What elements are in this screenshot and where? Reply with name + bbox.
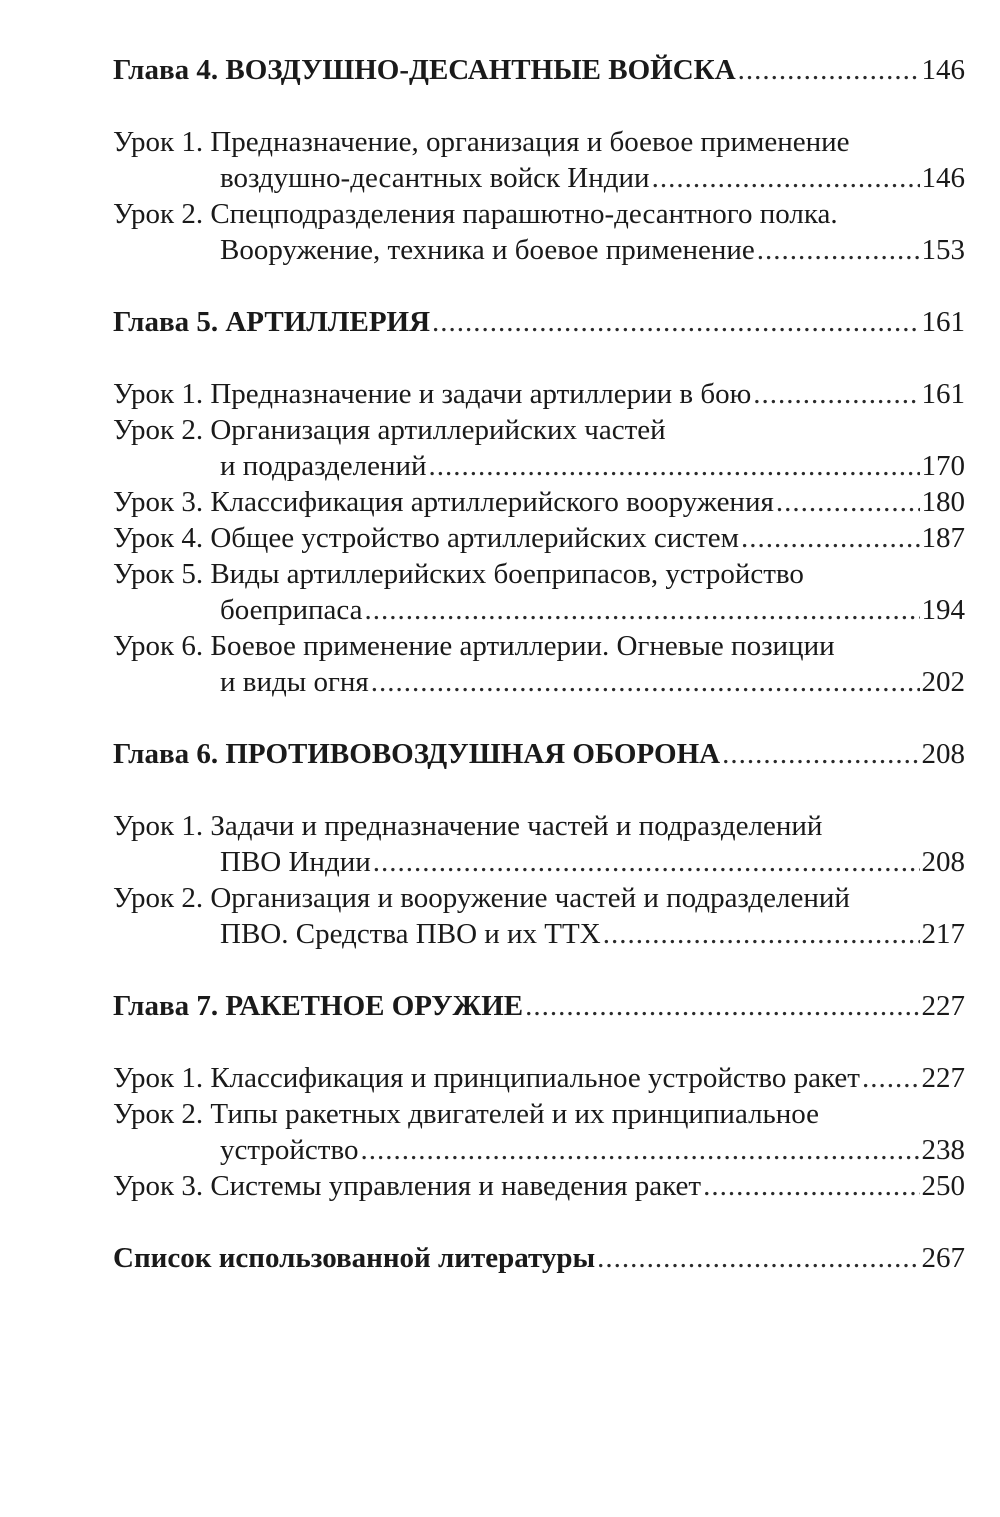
- dot-leader: [597, 1240, 919, 1276]
- spacer: [113, 268, 965, 304]
- page-number: 238: [921, 1134, 965, 1166]
- page-number: 194: [921, 594, 965, 626]
- page-number: 146: [921, 54, 965, 86]
- spacer: [113, 700, 965, 736]
- lesson-title: Урок 1. Классификация и принципиальное устройство ракет: [113, 1062, 860, 1094]
- dot-leader: [753, 376, 919, 412]
- dot-leader: [373, 844, 920, 880]
- lesson-title-continued: боеприпаса: [220, 594, 363, 626]
- dot-leader: [360, 1132, 919, 1168]
- lesson-title: Урок 2. Организация артиллерийских частей: [113, 414, 666, 446]
- lesson-title: Урок 5. Виды артиллерийских боеприпасов, устройство: [113, 558, 804, 590]
- lesson-entry[interactable]: [113, 1096, 965, 1168]
- lesson-title: Урок 1. Задачи и предназначение частей и подразделений: [113, 810, 823, 842]
- page-number: 161: [921, 306, 965, 338]
- lesson-entry[interactable]: [113, 1060, 965, 1096]
- lesson-entry[interactable]: [113, 196, 965, 268]
- page-number: 170: [921, 450, 965, 482]
- lesson-title-continued: ПВО Индии: [220, 846, 371, 878]
- lesson-entry[interactable]: [113, 124, 965, 196]
- lesson-title: Урок 2. Организация и вооружение частей и подразделений: [113, 882, 850, 914]
- spacer: [113, 88, 965, 124]
- page-number: 208: [921, 738, 965, 770]
- table-of-contents: [113, 52, 965, 1276]
- dot-leader: [776, 484, 920, 520]
- lesson-title: Урок 2. Типы ракетных двигателей и их принципиальное: [113, 1098, 820, 1130]
- lesson-entry[interactable]: [113, 628, 965, 700]
- lesson-title-continued: воздушно-десантных войск Индии: [220, 162, 650, 194]
- lesson-title-continued: Вооружение, техника и боевое применение: [220, 234, 755, 266]
- page-number: 187: [921, 522, 965, 554]
- page-number: 180: [921, 486, 965, 518]
- lesson-entry[interactable]: [113, 880, 965, 952]
- page-number: 250: [921, 1170, 965, 1202]
- dot-leader: [703, 1168, 919, 1204]
- lesson-entry[interactable]: [113, 412, 965, 484]
- page-number: 227: [921, 990, 965, 1022]
- dot-leader: [432, 304, 919, 340]
- lesson-title: Урок 1. Предназначение, организация и боевое применение: [113, 126, 850, 158]
- chapter-7-entry[interactable]: [113, 988, 965, 1024]
- dot-leader: [371, 664, 920, 700]
- dot-leader: [525, 988, 919, 1024]
- lesson-title-continued: ПВО. Средства ПВО и их ТТХ: [220, 918, 601, 950]
- chapter-title: Глава 6. ПРОТИВОВОЗДУШНАЯ ОБОРОНА: [113, 738, 721, 770]
- dot-leader: [738, 52, 920, 88]
- dot-leader: [757, 232, 920, 268]
- lesson-title: Урок 2. Спецподразделения парашютно-десантного полка.: [113, 198, 838, 230]
- page-number: 217: [921, 918, 965, 950]
- page-number: 267: [921, 1242, 965, 1274]
- dot-leader: [365, 592, 920, 628]
- lesson-title: Урок 1. Предназначение и задачи артиллерии в бою: [113, 378, 752, 410]
- lesson-entry[interactable]: [113, 520, 965, 556]
- page-number: 161: [921, 378, 965, 410]
- bibliography-title: Список использованной литературы: [113, 1242, 596, 1274]
- dot-leader: [429, 448, 920, 484]
- spacer: [113, 340, 965, 376]
- page-number: 153: [921, 234, 965, 266]
- lesson-entry[interactable]: [113, 376, 965, 412]
- dot-leader: [862, 1060, 920, 1096]
- lesson-title-continued: и виды огня: [220, 666, 369, 698]
- dot-leader: [722, 736, 919, 772]
- dot-leader: [603, 916, 920, 952]
- page-number: 208: [921, 846, 965, 878]
- dot-leader: [652, 160, 920, 196]
- lesson-entry[interactable]: [113, 484, 965, 520]
- chapter-title: Глава 7. РАКЕТНОЕ ОРУЖИЕ: [113, 990, 524, 1022]
- page-number: 146: [921, 162, 965, 194]
- lesson-title: Урок 6. Боевое применение артиллерии. Огневые позиции: [113, 630, 835, 662]
- lesson-title-continued: устройство: [220, 1134, 359, 1166]
- spacer: [113, 1024, 965, 1060]
- lesson-entry[interactable]: [113, 556, 965, 628]
- lesson-title-continued: и подразделений: [220, 450, 427, 482]
- page-number: 202: [921, 666, 965, 698]
- chapter-title: Глава 5. АРТИЛЛЕРИЯ: [113, 306, 431, 338]
- lesson-title: Урок 4. Общее устройство артиллерийских систем: [113, 522, 739, 554]
- page-number: 227: [921, 1062, 965, 1094]
- lesson-title: Урок 3. Классификация артиллерийского вооружения: [113, 486, 774, 518]
- spacer: [113, 772, 965, 808]
- lesson-title: Урок 3. Системы управления и наведения ракет: [113, 1170, 702, 1202]
- lesson-entry[interactable]: [113, 808, 965, 880]
- chapter-title: Глава 4. ВОЗДУШНО-ДЕСАНТНЫЕ ВОЙСКА: [113, 54, 736, 86]
- dot-leader: [741, 520, 920, 556]
- chapter-4-entry[interactable]: [113, 52, 965, 88]
- bibliography-entry[interactable]: [113, 1240, 965, 1276]
- lesson-entry[interactable]: [113, 1168, 965, 1204]
- spacer: [113, 952, 965, 988]
- spacer: [113, 1204, 965, 1240]
- chapter-6-entry[interactable]: [113, 736, 965, 772]
- chapter-5-entry[interactable]: [113, 304, 965, 340]
